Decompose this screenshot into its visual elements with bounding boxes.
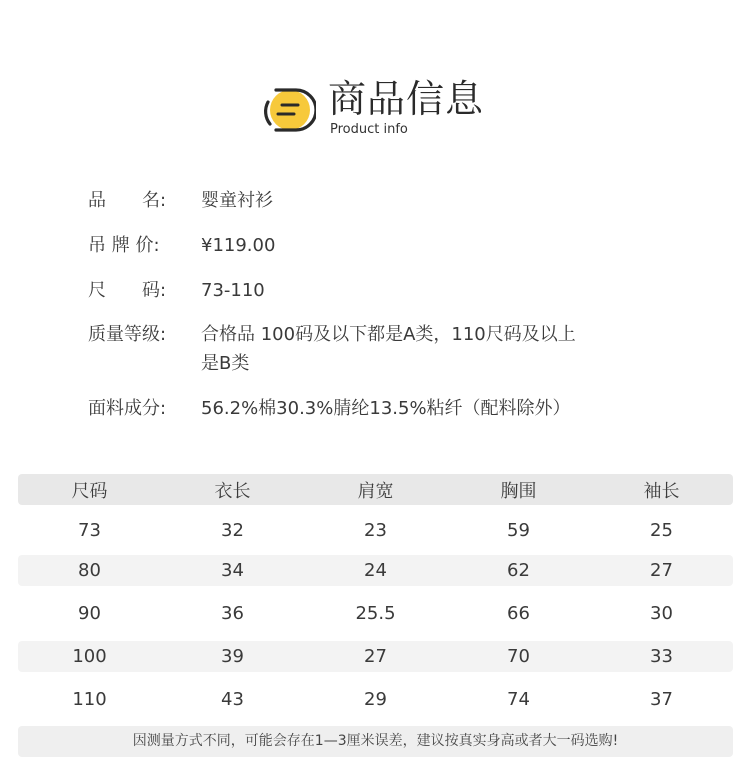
document-lines-icon: [262, 84, 316, 136]
column-header: 尺码: [71, 480, 108, 502]
table-cell: 70: [507, 646, 530, 667]
table-cell: 32: [221, 520, 244, 541]
table-cell: 37: [650, 689, 673, 710]
table-cell: 66: [507, 603, 530, 624]
column-header: 衣长: [214, 480, 251, 502]
page-title: 商品信息: [328, 77, 485, 121]
info-value-line: 56.2%棉30.3%腈纶13.5%粘纤（配料除外）: [201, 398, 571, 419]
page-subtitle: Product info: [330, 122, 408, 137]
table-cell: 110: [72, 689, 107, 710]
info-value: [201, 186, 681, 215]
info-label: 吊 牌 价:: [88, 235, 160, 256]
size-table: [18, 474, 733, 710]
table-cell: 62: [507, 560, 530, 581]
column-header: 袖长: [643, 480, 680, 502]
table-cell: 74: [507, 689, 530, 710]
table-cell: 39: [221, 646, 244, 667]
info-value: [201, 394, 681, 423]
table-cell: 34: [221, 560, 244, 581]
table-cell: 24: [364, 560, 387, 581]
info-label: 尺 码:: [88, 280, 167, 301]
table-cell: 27: [650, 560, 673, 581]
info-value-line: 是B类: [201, 353, 250, 374]
table-cell: 36: [221, 603, 244, 624]
info-value: [201, 320, 681, 378]
table-cell: 90: [78, 603, 101, 624]
table-cell: 80: [78, 560, 101, 581]
table-row: [18, 641, 733, 672]
info-label: 质量等级:: [88, 324, 167, 345]
table-cell: 43: [221, 689, 244, 710]
table-cell: 27: [364, 646, 387, 667]
table-cell: 73: [78, 520, 101, 541]
table-cell: 30: [650, 603, 673, 624]
table-cell: 25: [650, 520, 673, 541]
info-label: 面料成分:: [88, 398, 167, 419]
table-cell: 25.5: [355, 603, 396, 624]
table-row: [18, 598, 733, 629]
info-value-line: ¥119.00: [201, 235, 276, 256]
column-header: 胸围: [500, 480, 537, 502]
measurement-note: 因测量方式不同，可能会存在1—3厘米误差，建议按真实身高或者大一码选购!: [18, 726, 733, 757]
info-value-line: 合格品 100码及以下都是A类，110尺码及以上: [201, 324, 576, 345]
table-row: [18, 515, 733, 546]
info-label: 品 名:: [88, 190, 167, 211]
info-value: [201, 276, 681, 305]
table-cell: 23: [364, 520, 387, 541]
column-header: 肩宽: [357, 480, 394, 502]
info-value-line: 73-110: [201, 280, 265, 301]
table-cell: 59: [507, 520, 530, 541]
section-header: [262, 74, 522, 144]
table-row: [18, 555, 733, 586]
info-value: [201, 231, 681, 260]
table-cell: 29: [364, 689, 387, 710]
table-row: [18, 684, 733, 715]
table-cell: 33: [650, 646, 673, 667]
info-value-line: 婴童衬衫: [201, 190, 273, 211]
table-cell: 100: [72, 646, 107, 667]
table-header: [18, 474, 733, 505]
